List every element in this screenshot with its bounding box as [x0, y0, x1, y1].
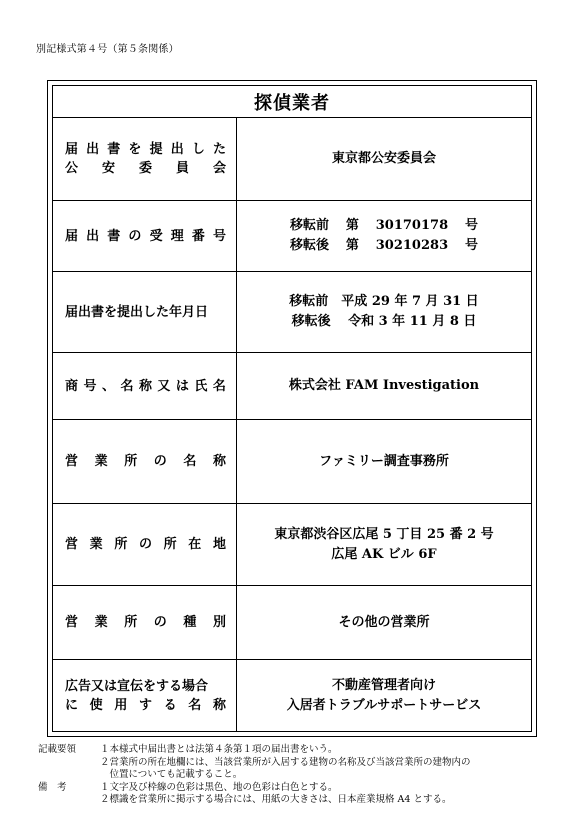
label-char: 提 [149, 142, 163, 157]
table-row [53, 272, 531, 353]
table-row [53, 660, 531, 731]
label-line [65, 377, 226, 396]
label-line [65, 677, 226, 696]
label-char: 出 [170, 142, 184, 157]
receipt-number: 30170178 [375, 218, 449, 233]
row-label [53, 353, 237, 419]
label-char: 使 [89, 697, 103, 713]
note-line: １文字及び枠線の色彩は黒色、地の色彩は白色とする。 [100, 781, 338, 793]
submission-date-after: 移転後 令和 3 年 11 月 8 日 [291, 314, 477, 329]
label-char: 安 [101, 161, 115, 176]
label-char: 名 [120, 378, 134, 394]
note-heading: 記載要領 [38, 744, 77, 755]
notes-section [38, 744, 471, 807]
row-label [53, 118, 237, 200]
row-label [53, 586, 237, 659]
row-value [237, 201, 531, 271]
label-char: 用 [114, 697, 128, 713]
table-row [53, 201, 531, 272]
note-line: 位置についても記載すること。 [100, 769, 243, 780]
label-text: 広告又は宣伝をする場合 [65, 678, 209, 694]
note-line: ２営業所の所在地欄には、当該営業所が入居する建物の名称及び当該営業所の建物内の [100, 756, 471, 768]
row-value [237, 420, 531, 503]
label-text: 届出書を提出した年月日 [65, 304, 209, 320]
advertising-name-line1: 不動産管理者向け [331, 677, 436, 693]
label-char: 業 [89, 537, 103, 552]
note-entry [38, 782, 471, 807]
label-char: 又 [157, 378, 171, 394]
label-char: 種 [183, 615, 197, 630]
row-value [237, 353, 531, 419]
note-line: １本様式中届出書とは法第４条第１項の届出書をいう。 [100, 744, 338, 755]
label-char: の [138, 537, 152, 552]
label-char: 番 [191, 228, 205, 244]
label-line [65, 227, 226, 246]
label-char: 出 [86, 142, 100, 157]
label-char: 名 [183, 454, 197, 469]
label-char: る [163, 697, 177, 713]
row-value [237, 272, 531, 352]
label-line [65, 613, 226, 632]
row-value [237, 118, 531, 200]
label-char: 公 [65, 161, 79, 176]
label-char: 号 [212, 228, 226, 244]
label-char: 商 [65, 378, 79, 394]
label-char: 名 [212, 378, 226, 394]
number-mid: 第 [345, 238, 359, 253]
number-suffix: 号 [464, 218, 478, 233]
label-char: 称 [138, 378, 152, 394]
label-char: 所 [114, 537, 128, 552]
advertising-name-line2: 入居者トラブルサポートサービス [286, 697, 482, 713]
label-char: の [153, 615, 167, 630]
row-value [237, 660, 531, 731]
label-line [65, 159, 226, 178]
label-char: 所 [163, 537, 177, 552]
table-title: 探偵業者 [53, 86, 531, 118]
label-char: 会 [212, 161, 226, 176]
label-char: の [128, 228, 142, 244]
label-char: は [175, 378, 189, 394]
label-line [65, 535, 226, 554]
label-char: 業 [94, 615, 108, 630]
note-entry [38, 744, 471, 782]
public-safety-commission-value: 東京都公安委員会 [331, 151, 436, 166]
row-label [53, 201, 237, 271]
label-char: た [212, 142, 226, 157]
label-char: 営 [65, 615, 79, 630]
label-char: 業 [94, 454, 108, 469]
label-line [65, 303, 226, 322]
row-value [237, 586, 531, 659]
label-char: を [128, 142, 142, 157]
row-value [237, 504, 531, 585]
receipt-number-before [290, 216, 478, 236]
label-char: 届 [65, 142, 79, 157]
note-body [100, 744, 471, 782]
label-char: 委 [138, 161, 152, 176]
label-char: 氏 [194, 378, 208, 394]
label-char: 地 [212, 537, 226, 552]
row-label [53, 272, 237, 352]
table-row [53, 353, 531, 420]
label-char: 営 [65, 537, 79, 552]
label-char: 号 [83, 378, 97, 394]
table-row [53, 420, 531, 504]
office-type-value: その他の営業所 [338, 614, 430, 630]
label-line [65, 696, 226, 715]
row-label [53, 420, 237, 503]
submission-date-before: 移転前 平成 29 年 7 月 31 日 [289, 294, 479, 309]
table-row [53, 504, 531, 586]
office-name-value: ファミリー調査事務所 [319, 453, 449, 469]
label-char: に [65, 697, 79, 713]
label-char: 受 [149, 228, 163, 244]
label-char: 理 [170, 228, 184, 244]
number-prefix: 移転後 [290, 238, 330, 253]
registration-table [52, 85, 532, 732]
label-char: 所 [124, 454, 138, 469]
office-address-line1: 東京都渋谷区広尾 5 丁目 25 番 2 号 [274, 526, 494, 542]
row-label [53, 504, 237, 585]
label-char: 称 [212, 697, 226, 713]
form-label: 別記様式第４号（第５条関係） [36, 44, 179, 55]
label-char: 名 [188, 697, 202, 713]
label-char: 出 [86, 228, 100, 244]
label-char: 届 [65, 228, 79, 244]
label-line [65, 140, 226, 159]
note-line: ２標識を営業所に掲示する場合には、用紙の大きさは、日本産業規格 A4 とする。 [100, 794, 452, 805]
label-char: 在 [188, 537, 202, 552]
office-address-line2: 広尾 AK ビル 6F [331, 546, 437, 562]
table-row [53, 586, 531, 660]
label-char: 称 [212, 454, 226, 469]
label-line [65, 452, 226, 471]
label-char: 員 [175, 161, 189, 176]
receipt-number: 30210283 [375, 238, 449, 253]
company-name-value: 株式会社 FAM Investigation [288, 378, 480, 393]
number-suffix: 号 [464, 238, 478, 253]
number-prefix: 移転前 [290, 218, 330, 233]
label-char: 所 [124, 615, 138, 630]
label-char: 書 [107, 228, 121, 244]
note-body [100, 782, 471, 807]
receipt-number-after [290, 236, 478, 256]
number-mid: 第 [345, 218, 359, 233]
row-label [53, 660, 237, 731]
label-char: 、 [101, 378, 115, 394]
table-row [53, 118, 531, 201]
label-char: す [138, 697, 152, 713]
label-char: し [191, 142, 205, 157]
note-heading: 備 考 [38, 781, 67, 793]
label-char: 営 [65, 454, 79, 469]
label-char: 書 [107, 142, 121, 157]
label-char: 別 [212, 615, 226, 630]
label-char: の [153, 454, 167, 469]
